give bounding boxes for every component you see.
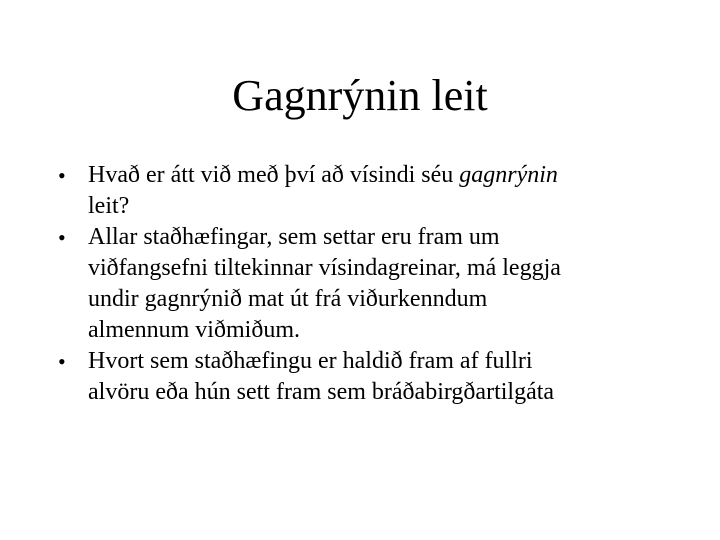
bullet-line: alvöru eða hún sett fram sem bráðabirgðartilgáta <box>88 379 555 405</box>
bullet-line: leit? <box>88 193 130 219</box>
bullet-marker: • <box>58 349 66 374</box>
bullet-line: Hvort sem staðhæfingu er haldið fram af fullri <box>88 348 533 374</box>
bullet-line: undir gagnrýnið mat út frá viðurkenndum <box>88 286 488 312</box>
bullet-line: Allar staðhæfingar, sem settar eru fram um <box>88 224 500 250</box>
bullet-line <box>88 160 668 191</box>
bullet-marker: • <box>58 225 66 250</box>
bullet-text: Hvað er átt við með því að vísindi séu <box>88 162 460 188</box>
bullet-line: viðfangsefni tiltekinnar vísindagreinar, má leggja <box>88 255 561 281</box>
bullet-line: almennum viðmiðum. <box>88 317 300 343</box>
bullet-item-2 <box>58 222 668 346</box>
bullet-item-1 <box>58 160 668 222</box>
emphasized-text: gagnrýnin <box>459 162 558 188</box>
bullet-marker: • <box>58 163 66 188</box>
bullet-item-3 <box>58 346 668 408</box>
bullet-list <box>58 160 668 408</box>
slide-title: Gagnrýnin leit <box>232 71 488 120</box>
